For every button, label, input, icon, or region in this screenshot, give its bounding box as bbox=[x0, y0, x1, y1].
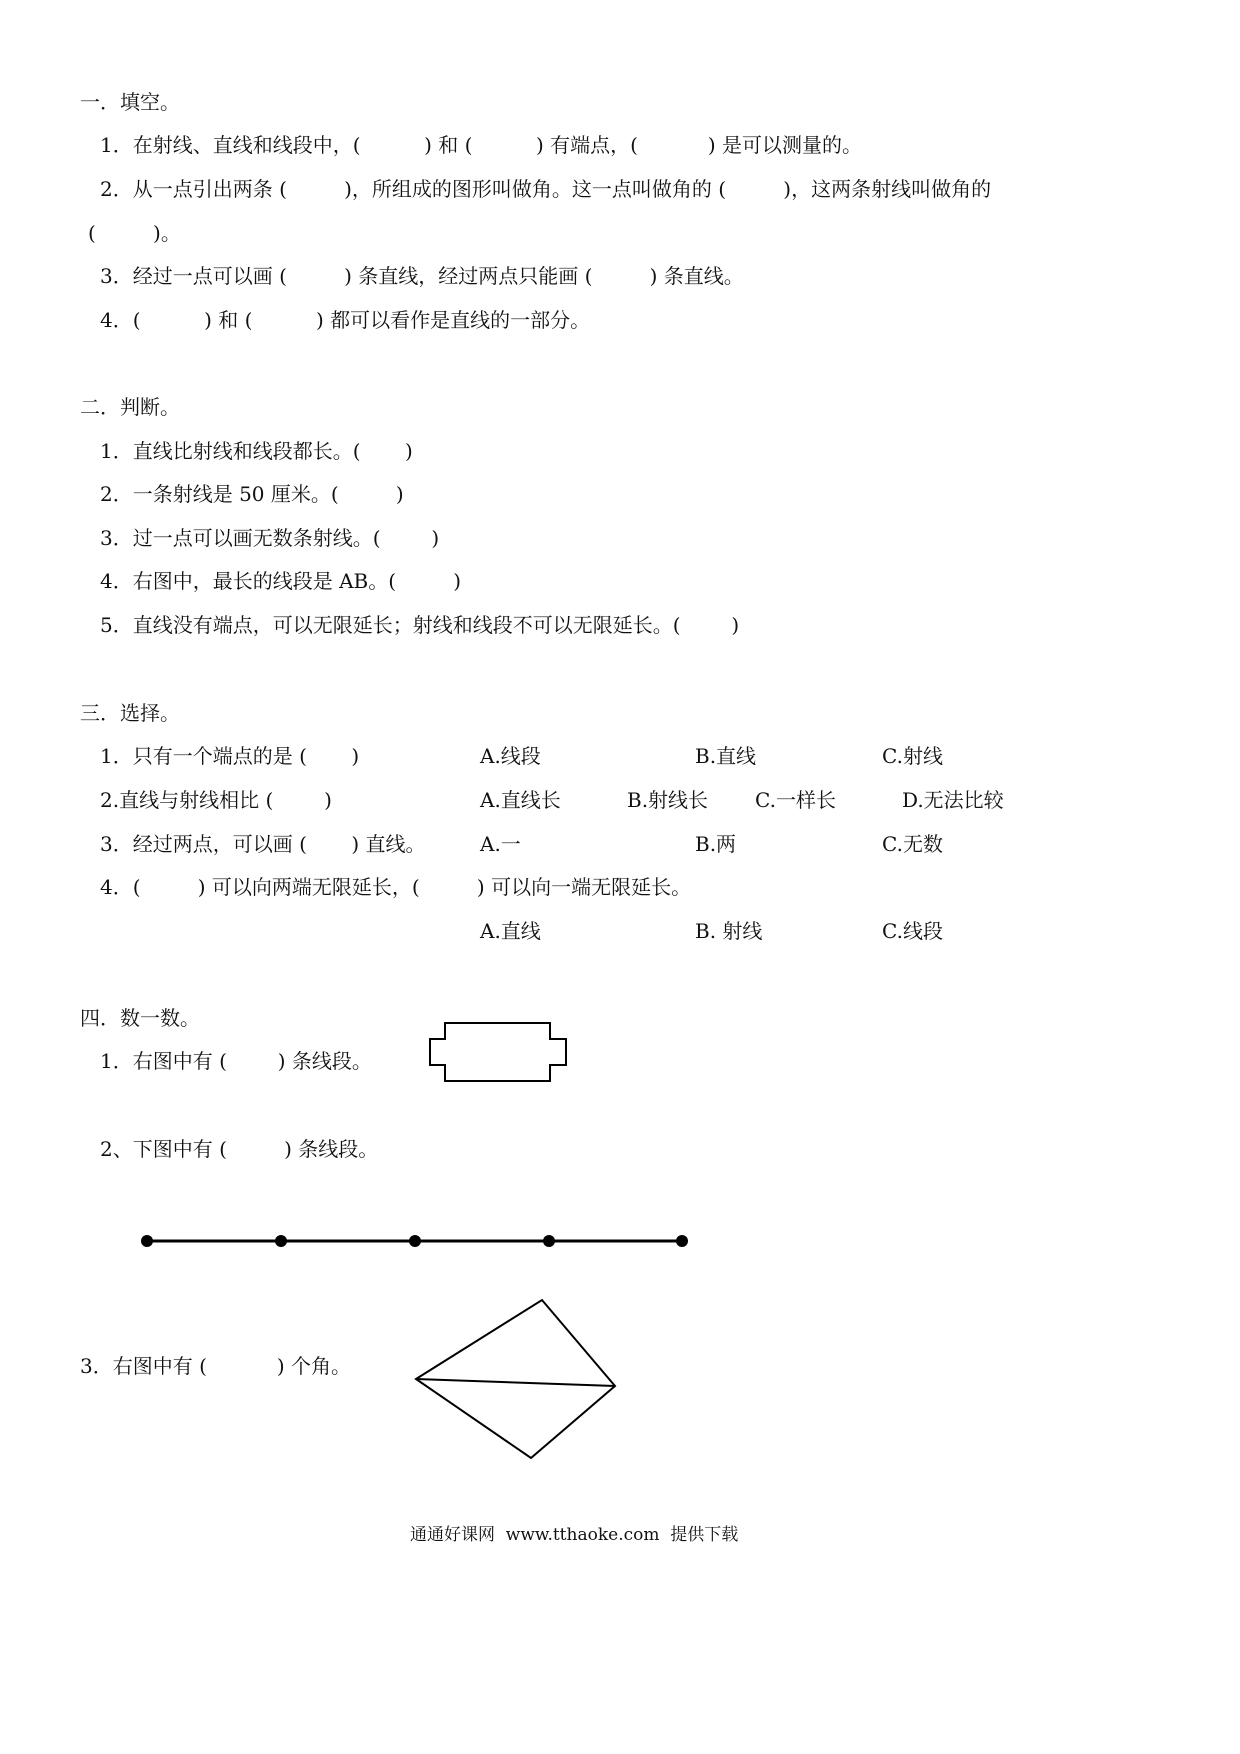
section4-question-1: 1．右图中有 ( ) 条线段。 bbox=[100, 1049, 372, 1073]
kite-angle-figure bbox=[416, 1300, 615, 1458]
section2-question-4: 4．右图中，最长的线段是 AB。( ) bbox=[100, 569, 462, 593]
kite-diagonal bbox=[416, 1379, 615, 1386]
segment-point bbox=[543, 1235, 555, 1247]
section3-question-2: 2.直线与射线相比 ( ) bbox=[100, 788, 332, 812]
section2-question-1: 1．直线比射线和线段都长。( ) bbox=[100, 439, 413, 463]
section1-question-3: 3．经过一点可以画 ( ) 条直线，经过两点只能画 ( ) 条直线。 bbox=[100, 264, 744, 288]
q4-option-a: A.直线 bbox=[480, 919, 541, 943]
q2-option-b: B.射线长 bbox=[627, 788, 709, 812]
segment-point bbox=[141, 1235, 153, 1247]
q1-option-b: B.直线 bbox=[695, 744, 757, 768]
q3-option-b: B.两 bbox=[695, 832, 737, 856]
q3-option-c: C.无数 bbox=[882, 832, 943, 856]
section1-question-2-line2: ( )。 bbox=[88, 221, 181, 245]
section4-heading: 四．数一数。 bbox=[80, 1006, 200, 1030]
notched-rectangle-figure bbox=[430, 1023, 566, 1081]
q3-option-a: A.一 bbox=[480, 832, 521, 856]
segment-point bbox=[676, 1235, 688, 1247]
section3-question-3: 3．经过两点，可以画 ( ) 直线。 bbox=[100, 832, 426, 856]
segment-point bbox=[409, 1235, 421, 1247]
q1-option-c: C.射线 bbox=[882, 744, 943, 768]
q4-option-b: B. 射线 bbox=[695, 919, 763, 943]
section3-question-4: 4．( ) 可以向两端无限延长，( ) 可以向一端无限延长。 bbox=[100, 875, 692, 899]
q2-option-a: A.直线长 bbox=[480, 788, 561, 812]
q2-option-c: C.一样长 bbox=[755, 788, 836, 812]
section4-question-2: 2、下图中有 ( ) 条线段。 bbox=[100, 1137, 379, 1161]
footer-credit: 通通好课网 www.tthaoke.com 提供下载 bbox=[410, 1525, 739, 1545]
section1-heading: 一．填空。 bbox=[80, 90, 180, 114]
q4-option-c: C.线段 bbox=[882, 919, 943, 943]
segment-point bbox=[275, 1235, 287, 1247]
section1-question-4: 4．( ) 和 ( ) 都可以看作是直线的一部分。 bbox=[100, 308, 591, 332]
section2-heading: 二．判断。 bbox=[80, 395, 180, 419]
section4-question-3: 3．右图中有 ( ) 个角。 bbox=[80, 1354, 351, 1378]
section3-heading: 三．选择。 bbox=[80, 701, 180, 725]
section1-question-1: 1．在射线、直线和线段中，( ) 和 ( ) 有端点，( ) 是可以测量的。 bbox=[100, 133, 863, 157]
section2-question-5: 5．直线没有端点，可以无限延长；射线和线段不可以无限延长。( ) bbox=[100, 613, 740, 637]
section2-question-2: 2．一条射线是 50 厘米。( ) bbox=[100, 482, 404, 506]
section3-question-1: 1．只有一个端点的是 ( ) bbox=[100, 744, 360, 768]
section1-question-2-line1: 2．从一点引出两条 ( )，所组成的图形叫做角。这一点叫做角的 ( )，这两条射线叫做角的 bbox=[100, 177, 992, 201]
section2-question-3: 3．过一点可以画无数条射线。( ) bbox=[100, 526, 440, 550]
q1-option-a: A.线段 bbox=[480, 744, 541, 768]
q2-option-d: D.无法比较 bbox=[902, 788, 1004, 812]
